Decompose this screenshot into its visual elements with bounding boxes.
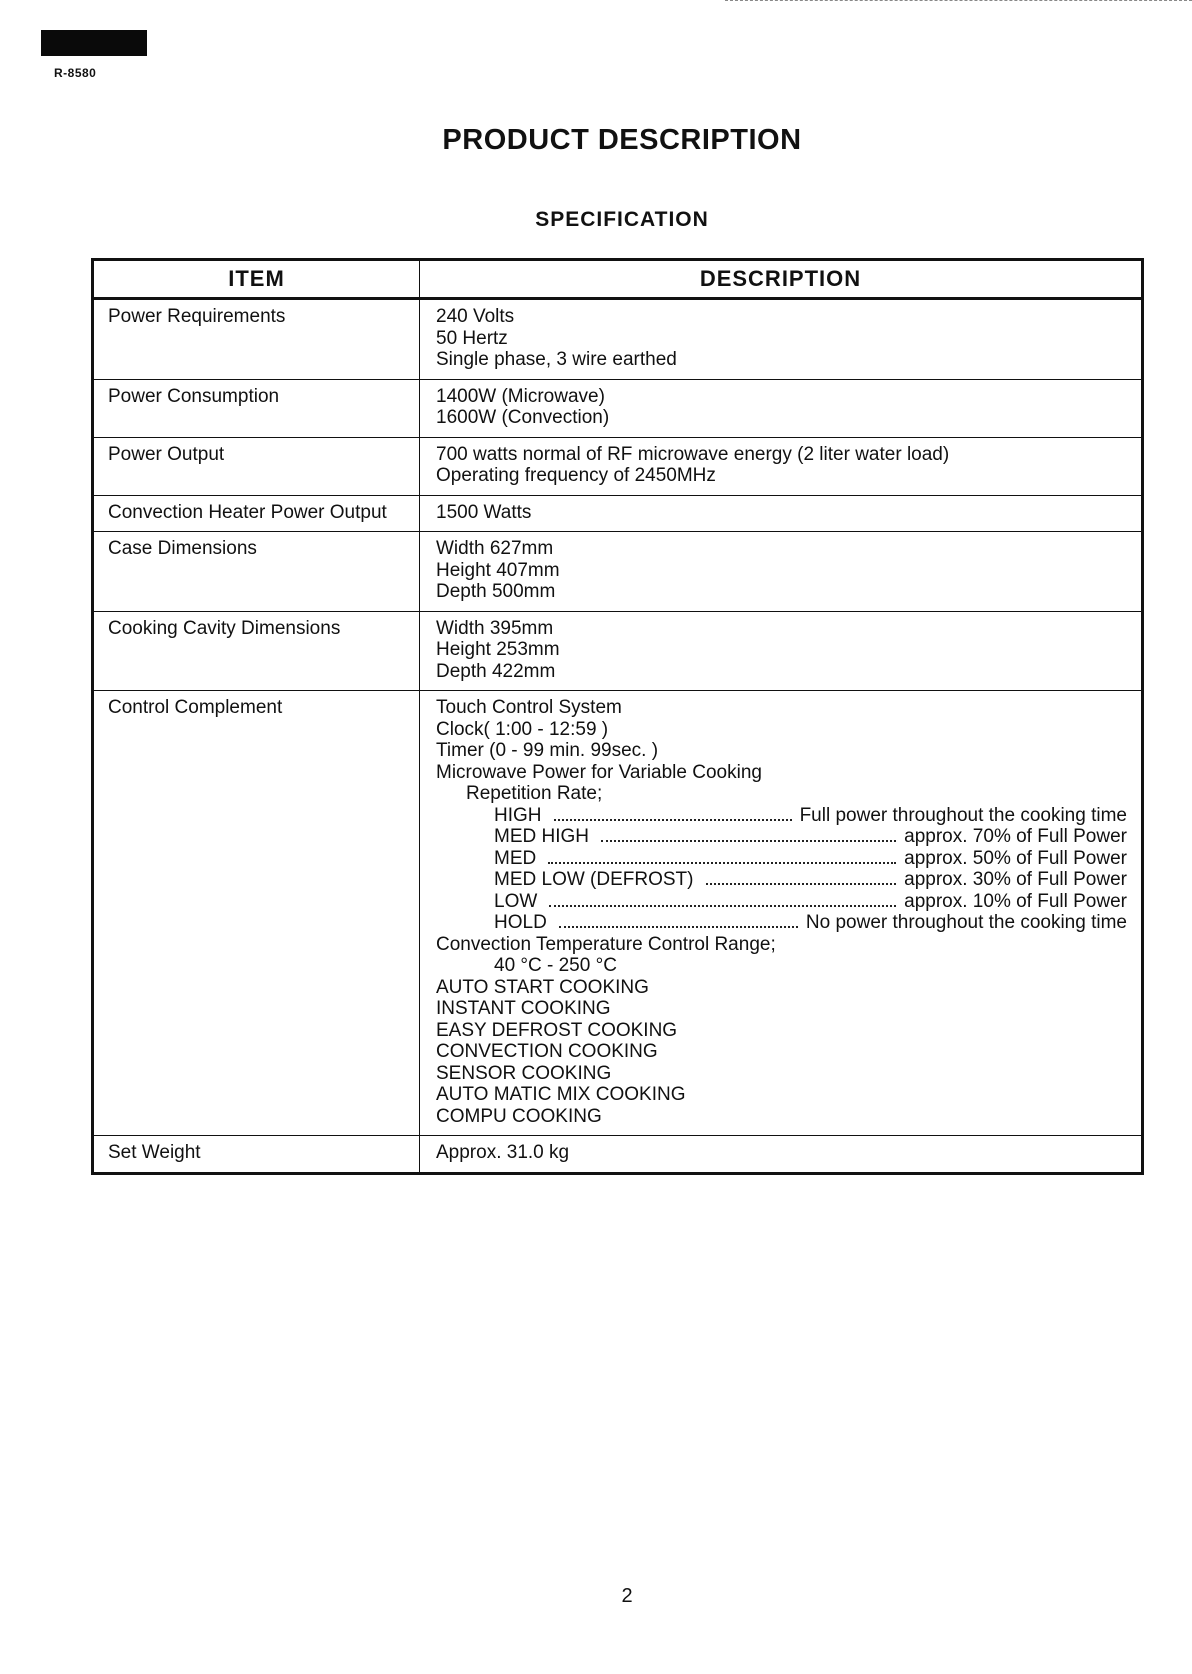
specification-table	[91, 258, 1144, 1175]
page-number: 2	[621, 1585, 633, 1607]
cooking-mode: COMPU COOKING	[436, 1105, 602, 1127]
description-cell	[420, 495, 1143, 532]
cooking-mode: CONVECTION COOKING	[436, 1041, 658, 1062]
model-number: R-8580	[54, 66, 97, 80]
black-index-tab	[41, 30, 147, 56]
description-cell	[420, 1136, 1143, 1174]
table-row	[93, 495, 1143, 532]
convection-range-label: Convection Temperature Control Range;	[436, 933, 776, 955]
power-level-desc: approx. 70% of Full Power	[904, 826, 1127, 847]
power-level-name: LOW	[494, 890, 538, 912]
section-subtitle: SPECIFICATION	[535, 208, 709, 231]
power-level-name: HIGH	[494, 804, 542, 826]
description-line: Width 627mm	[436, 538, 554, 559]
power-level-row	[436, 826, 1137, 848]
description-cell	[420, 532, 1143, 612]
description-line: 1400W (Microwave)	[436, 385, 605, 407]
item-cell: Power Requirements	[93, 299, 420, 380]
cooking-mode: SENSOR COOKING	[436, 1062, 612, 1084]
description-cell	[420, 611, 1143, 691]
description-line: 1600W (Convection)	[436, 407, 610, 428]
item-cell: Set Weight	[93, 1136, 420, 1174]
power-level-desc: approx. 10% of Full Power	[904, 890, 1127, 912]
page-title: PRODUCT DESCRIPTION	[442, 124, 802, 156]
description-column-header: DESCRIPTION	[420, 260, 1143, 299]
item-cell: Control Complement	[93, 691, 420, 1136]
description-line: 1500 Watts	[436, 501, 532, 523]
item-cell: Convection Heater Power Output	[93, 495, 420, 532]
table-row	[93, 1136, 1143, 1174]
cooking-mode: AUTO START COOKING	[436, 976, 649, 998]
description-line: Depth 500mm	[436, 581, 556, 602]
description-line: Microwave Power for Variable Cooking	[436, 761, 762, 783]
power-level-name: MED	[494, 847, 537, 869]
table-row	[93, 437, 1143, 495]
power-level-desc: approx. 50% of Full Power	[904, 847, 1127, 869]
description-line: Operating frequency of 2450MHz	[436, 465, 716, 486]
table-row	[93, 299, 1143, 380]
power-level-row	[436, 869, 1137, 891]
description-line: Clock( 1:00 - 12:59 )	[436, 718, 609, 740]
item-cell: Power Consumption	[93, 379, 420, 437]
dot-leader	[554, 819, 792, 821]
power-level-name: HOLD	[494, 912, 547, 933]
item-cell: Cooking Cavity Dimensions	[93, 611, 420, 691]
description-cell	[420, 379, 1143, 437]
top-edge-rule	[725, 0, 1192, 1]
table-row	[93, 379, 1143, 437]
table-row	[93, 532, 1143, 612]
power-level-row	[436, 848, 1137, 870]
dot-leader	[601, 840, 896, 842]
description-line: Single phase, 3 wire earthed	[436, 349, 677, 370]
description-line: 700 watts normal of RF microwave energy (2 liter water load)	[436, 443, 950, 465]
description-cell	[420, 437, 1143, 495]
repetition-rate-label: Repetition Rate;	[466, 783, 603, 804]
description-line: Timer (0 - 99 min. 99sec. )	[436, 740, 659, 761]
description-line: Width 395mm	[436, 617, 554, 639]
description-line: 240 Volts	[436, 306, 515, 327]
description-line: 50 Hertz	[436, 327, 508, 349]
table-row	[93, 691, 1143, 1136]
power-level-desc: approx. 30% of Full Power	[904, 869, 1127, 890]
item-cell: Case Dimensions	[93, 532, 420, 612]
description-line: Height 407mm	[436, 559, 560, 581]
power-level-name: MED HIGH	[494, 826, 589, 847]
description-line: Height 253mm	[436, 639, 560, 660]
table-header-row	[93, 260, 1143, 299]
item-cell: Power Output	[93, 437, 420, 495]
dot-leader	[549, 905, 896, 907]
power-level-row	[436, 912, 1137, 934]
power-level-desc: Full power throughout the cooking time	[799, 804, 1127, 826]
cooking-mode: EASY DEFROST COOKING	[436, 1019, 678, 1041]
description-cell	[420, 691, 1143, 1136]
description-line: Touch Control System	[436, 697, 622, 718]
description-cell	[420, 299, 1143, 380]
power-level-name: MED LOW (DEFROST)	[494, 869, 694, 890]
power-level-row	[436, 891, 1137, 913]
convection-range-value: 40 °C - 250 °C	[494, 955, 617, 976]
power-level-desc: No power throughout the cooking time	[805, 912, 1127, 933]
description-line: Approx. 31.0 kg	[436, 1142, 570, 1163]
power-level-row	[436, 805, 1137, 827]
table-row	[93, 611, 1143, 691]
item-column-header: ITEM	[93, 260, 420, 299]
dot-leader	[548, 862, 896, 864]
cooking-mode: AUTO MATIC MIX COOKING	[436, 1084, 686, 1105]
description-line: Depth 422mm	[436, 660, 556, 682]
dot-leader	[559, 926, 798, 928]
cooking-mode: INSTANT COOKING	[436, 998, 611, 1019]
dot-leader	[706, 883, 897, 885]
